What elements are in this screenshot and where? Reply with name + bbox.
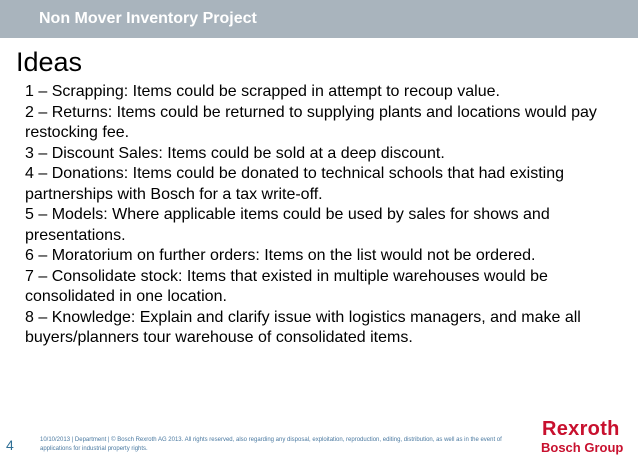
idea-item: 6 – Moratorium on further orders: Items on the list would not be ordered. (25, 247, 536, 264)
idea-item: 7 – Consolidate stock: Items that existed in multiple warehouses would be consolidated in one location. (25, 267, 548, 305)
section-heading: Ideas (16, 47, 83, 77)
idea-item: 5 – Models: Where applicable items could be used by sales for shows and presentations. (25, 206, 550, 244)
idea-item: 3 – Discount Sales: Items could be sold at a deep discount. (25, 144, 445, 162)
slide-title: Non Mover Inventory Project (39, 10, 257, 27)
idea-item: 8 – Knowledge: Explain and clarify issue with logistics managers, and make all buyers/planners tour warehouse of consolidated items. (25, 308, 581, 346)
logo-wordmark: Rexroth (542, 418, 620, 440)
rexroth-logo (528, 414, 628, 456)
idea-item: 4 – Donations: Items could be donated to technical schools that had existing partnerships with Bosch for a tax write-off. (25, 165, 565, 203)
idea-item: 1 – Scrapping: Items could be scrapped in attempt to recoup value. (25, 83, 500, 100)
idea-item: 2 – Returns: Items could be returned to supplying plants and locations would pay restocking fee. (25, 103, 597, 141)
ideas-list (25, 82, 625, 349)
header-bar (0, 0, 638, 38)
logo-group-name: Bosch Group (541, 440, 624, 455)
page-number: 4 (6, 437, 14, 453)
copyright-notice: 10/10/2013 | Department | © Bosch Rexroth AG 2013. All rights reserved, also regarding any disposal, exploitation, reproduction, editing, distribution, as well as in the event of applications for industrial property rights. (40, 437, 502, 452)
